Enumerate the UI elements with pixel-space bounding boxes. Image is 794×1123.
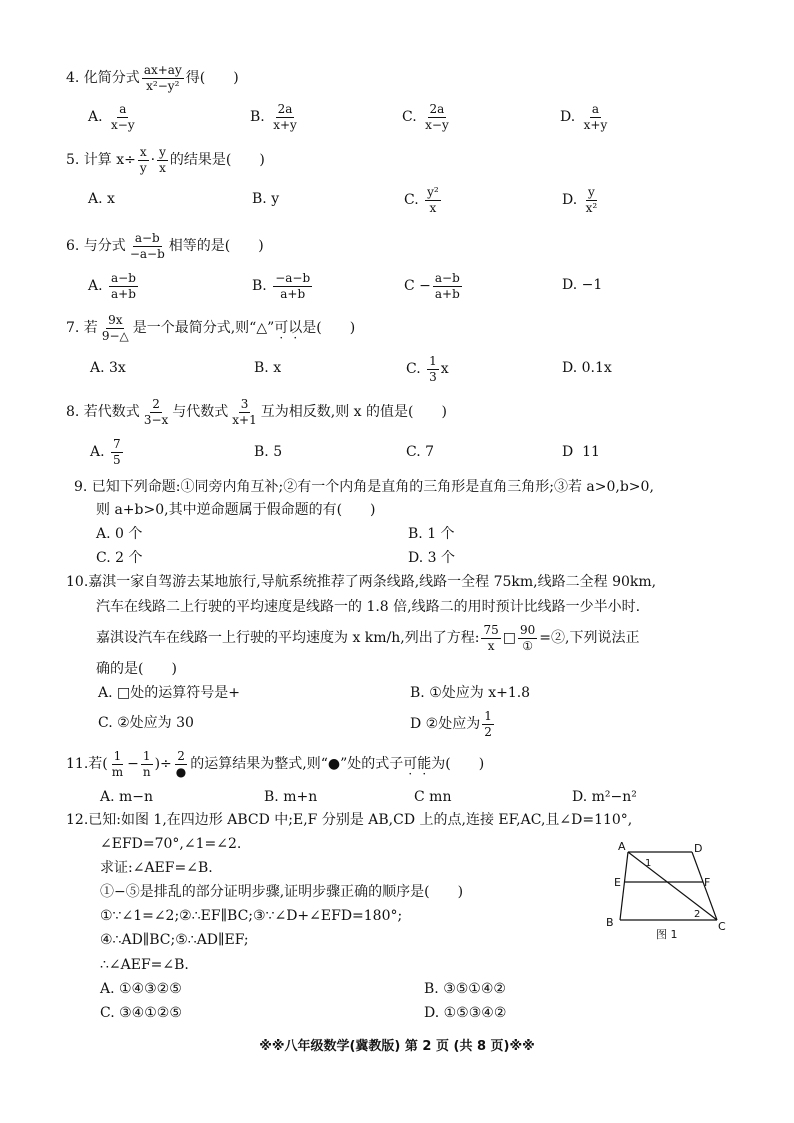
option-letter: B. bbox=[250, 109, 265, 126]
q10-eq-box: □ bbox=[502, 630, 516, 647]
q8-option-a bbox=[90, 438, 125, 466]
frac-den: x+y bbox=[583, 117, 608, 132]
vertex-label-d: D bbox=[694, 842, 703, 855]
frac-den: a+b bbox=[280, 286, 306, 301]
question-5-stem bbox=[66, 146, 265, 174]
option-fraction bbox=[582, 103, 610, 131]
option-letter: C. bbox=[406, 361, 421, 378]
q5-fraction-1 bbox=[138, 146, 149, 174]
frac-num: 1 bbox=[484, 709, 492, 723]
q10-option-c: C. ②处应为 30 bbox=[98, 715, 194, 731]
angle-label-2: 2 bbox=[694, 909, 701, 920]
q5-option-d bbox=[562, 186, 601, 214]
option-text: y bbox=[271, 191, 280, 207]
option-letter: D bbox=[562, 444, 574, 460]
frac-den: 9−△ bbox=[101, 328, 129, 343]
q9-line-2: 则 a+b>0,其中逆命题属于假命题的有( ) bbox=[96, 502, 376, 518]
frac-num: y bbox=[159, 145, 166, 159]
q7-option-d bbox=[562, 361, 612, 375]
option-letter: A. bbox=[90, 444, 105, 461]
question-8-stem bbox=[66, 398, 447, 426]
option-fraction bbox=[427, 355, 439, 383]
option-text: 5 bbox=[273, 444, 283, 460]
frac-num: −a−b bbox=[275, 271, 311, 285]
option-letter: C bbox=[404, 278, 415, 295]
option-text: −1 bbox=[581, 277, 603, 293]
q11-suffix: 的运算结果为整式,则“●”处的式子 bbox=[190, 756, 404, 773]
emphasis-char: 可 bbox=[403, 756, 418, 773]
frac-num: 7 bbox=[113, 437, 121, 451]
option-letter: D. bbox=[562, 360, 578, 376]
option-letter: D. bbox=[560, 109, 576, 126]
frac-num: a bbox=[591, 102, 600, 116]
frac-den: 5 bbox=[113, 452, 121, 467]
point-label-e: E bbox=[614, 876, 621, 889]
q4-option-c bbox=[402, 103, 453, 131]
q6-option-d bbox=[562, 278, 602, 292]
option-text: x bbox=[273, 360, 282, 376]
q10-option-d bbox=[410, 710, 496, 738]
q6-suffix: 相等的是( ) bbox=[168, 238, 264, 255]
option-text: 11 bbox=[582, 444, 600, 460]
frac-num: x bbox=[139, 145, 147, 159]
q4-expression bbox=[142, 64, 184, 92]
q8-fraction-1 bbox=[142, 398, 170, 426]
option-fraction bbox=[109, 272, 138, 300]
q8-fraction-2 bbox=[230, 398, 258, 426]
q6-prefix: 6. 与分式 bbox=[66, 238, 126, 255]
frac-num: y² bbox=[427, 185, 439, 199]
frac-num: a−b bbox=[111, 271, 136, 285]
q8-option-b bbox=[254, 445, 282, 459]
q12-line-7: ∴∠AEF=∠B. bbox=[100, 957, 189, 973]
q6-option-b bbox=[252, 272, 314, 300]
figure-1-quadrilateral bbox=[600, 840, 740, 945]
q4-expr-num: ax+ay bbox=[143, 63, 182, 77]
option-text: 0.1x bbox=[581, 360, 612, 376]
option-text: D ②处应为 bbox=[410, 716, 481, 733]
option-letter: C. bbox=[402, 109, 417, 126]
option-fraction bbox=[425, 186, 441, 214]
q10-line-3-text: 嘉淇设汽车在线路一上行驶的平均速度为 x km/h,列出了方程: bbox=[96, 630, 480, 647]
vertex-label-b: B bbox=[606, 916, 614, 929]
q6-expression bbox=[128, 232, 167, 260]
q7-option-b bbox=[254, 361, 281, 375]
frac-den: a+b bbox=[434, 286, 460, 301]
q12-line-6: ④∴AD∥BC;⑤∴AD∥EF; bbox=[100, 932, 249, 948]
emphasis-char: 以 bbox=[288, 320, 303, 337]
frac-den: m bbox=[111, 764, 124, 779]
frac-num: a−b bbox=[434, 271, 460, 285]
option-fraction bbox=[109, 103, 137, 131]
question-11-stem bbox=[66, 750, 484, 778]
vertex-label-a: A bbox=[618, 840, 626, 853]
question-6-stem bbox=[66, 232, 264, 260]
option-letter: B. bbox=[252, 191, 267, 207]
q12-option-b: B. ③⑤①④② bbox=[424, 981, 506, 997]
frac-den: x+1 bbox=[232, 412, 257, 427]
q8-middle: 与代数式 bbox=[172, 404, 229, 421]
frac-den: 2 bbox=[484, 724, 492, 739]
q7-expression bbox=[100, 314, 131, 342]
q9-line-1: 9. 已知下列命题:①同旁内角互补;②有一个内角是直角的三角形是直角三角形;③若 a>0,b>0, bbox=[74, 479, 654, 495]
q5-fraction-2 bbox=[157, 146, 168, 174]
q10-eq-fraction-1 bbox=[481, 624, 500, 652]
q7-suffix-end: 是( ) bbox=[302, 320, 356, 337]
q5-option-a bbox=[88, 192, 115, 206]
frac-num: a bbox=[119, 102, 127, 116]
frac-den: a+b bbox=[111, 286, 136, 301]
option-fraction bbox=[482, 710, 494, 738]
q6-option-c bbox=[404, 272, 464, 300]
option-letter: C. bbox=[404, 192, 419, 209]
question-4-stem bbox=[66, 64, 239, 92]
figure-caption: 图 1 bbox=[656, 928, 678, 941]
frac-num: 2a bbox=[277, 102, 293, 116]
q11-fraction-1 bbox=[110, 750, 125, 778]
q11-option-a: A. m−n bbox=[100, 789, 154, 805]
option-text: 7 bbox=[425, 444, 435, 460]
frac-num: 2a bbox=[429, 102, 445, 116]
frac-num: 75 bbox=[483, 623, 499, 637]
q5-option-c bbox=[404, 186, 443, 214]
q7-suffix: 是一个最简分式,则“△” bbox=[132, 320, 275, 337]
q4-prefix: 4. 化简分式 bbox=[66, 70, 140, 87]
frac-den: x−y bbox=[111, 117, 135, 132]
q10-line-4: 确的是( ) bbox=[96, 661, 177, 677]
segment-ab bbox=[620, 852, 628, 920]
q8-option-d bbox=[562, 445, 600, 459]
option-letter: D. bbox=[562, 192, 578, 209]
frac-den: n bbox=[142, 764, 151, 779]
q10-option-b: B. ①处应为 x+1.8 bbox=[410, 685, 531, 701]
q8-suffix: 互为相反数,则 x 的值是( ) bbox=[260, 404, 447, 421]
q6-option-a bbox=[88, 272, 140, 300]
q4-option-b bbox=[250, 103, 301, 131]
q4-expr-den: x²−y² bbox=[146, 78, 180, 93]
point-label-f: F bbox=[704, 876, 711, 889]
frac-num: 1 bbox=[142, 749, 151, 763]
option-text: x bbox=[107, 191, 115, 207]
q10-line-3 bbox=[96, 624, 639, 652]
q8-option-c bbox=[406, 445, 434, 459]
q7-option-a bbox=[90, 361, 126, 375]
q5-prefix: 5. 计算 x÷ bbox=[66, 152, 136, 169]
frac-den: −a−b bbox=[129, 246, 165, 261]
option-letter: D. bbox=[562, 277, 578, 293]
q4-option-d bbox=[560, 103, 611, 131]
q11-minus: − bbox=[127, 756, 139, 773]
q11-prefix: 11.若( bbox=[66, 756, 108, 773]
q11-fraction-2 bbox=[141, 750, 153, 778]
q11-divide: )÷ bbox=[154, 756, 172, 773]
frac-num: 90 bbox=[519, 623, 536, 637]
q11-suffix-end: 为( ) bbox=[431, 756, 485, 773]
option-fraction bbox=[423, 103, 451, 131]
q12-line-2: ∠EFD=70°,∠1=∠2. bbox=[100, 836, 242, 852]
q12-option-a: A. ①④③②⑤ bbox=[100, 981, 182, 997]
frac-den: x² bbox=[585, 200, 598, 215]
frac-num: 1 bbox=[429, 354, 437, 368]
option-letter: A. bbox=[88, 109, 103, 126]
frac-den: 3 bbox=[429, 369, 437, 384]
frac-num: 9x bbox=[108, 313, 123, 327]
q12-option-d: D. ①⑤③④② bbox=[424, 1005, 507, 1021]
q11-option-c: C mn bbox=[414, 789, 452, 805]
q9-option-a: A. 0 个 bbox=[96, 526, 143, 542]
frac-num: a−b bbox=[134, 231, 160, 245]
q12-line-3: 求证:∠AEF=∠B. bbox=[100, 860, 213, 876]
q7-prefix: 7. 若 bbox=[66, 320, 98, 337]
q10-line-2: 汽车在线路二上行驶的平均速度是线路一的 1.8 倍,线路二的用时预计比线路一少半小时. bbox=[96, 599, 641, 615]
frac-den: x+y bbox=[273, 117, 297, 132]
frac-den: x−y bbox=[425, 117, 449, 132]
q10-option-a: A. □处的运算符号是+ bbox=[98, 685, 240, 701]
q11-fraction-3 bbox=[174, 750, 188, 778]
option-fraction bbox=[273, 272, 312, 300]
option-fraction bbox=[433, 272, 462, 300]
frac-num: 3 bbox=[240, 397, 249, 411]
option-fraction bbox=[584, 186, 600, 214]
option-letter: C. bbox=[406, 444, 421, 460]
frac-num: 2 bbox=[152, 397, 160, 411]
frac-den: x bbox=[159, 160, 166, 175]
q5-dot: · bbox=[150, 152, 156, 169]
option-letter: A. bbox=[88, 191, 103, 207]
option-fraction bbox=[271, 103, 299, 131]
emphasis-char: 能 bbox=[417, 756, 432, 773]
page-footer: ※※八年级数学(冀教版) 第 2 页 (共 8 页)※※ bbox=[259, 1039, 535, 1054]
frac-den: ● bbox=[175, 764, 187, 779]
q9-option-d: D. 3 个 bbox=[408, 550, 455, 566]
q12-line-5: ①∵∠1=∠2;②∴EF∥BC;③∵∠D+∠EFD=180°; bbox=[100, 908, 403, 924]
q5-option-b bbox=[252, 192, 279, 206]
option-letter: B. bbox=[254, 444, 269, 460]
option-letter: A. bbox=[88, 278, 103, 295]
option-text: x bbox=[440, 361, 449, 378]
q4-suffix: 得( ) bbox=[185, 70, 239, 87]
frac-den: y bbox=[139, 160, 147, 175]
emphasis-char: 可 bbox=[274, 320, 289, 337]
q10-eq-rhs: =②,下列说法正 bbox=[539, 630, 640, 647]
q5-suffix: 的结果是( ) bbox=[169, 152, 265, 169]
frac-num: y bbox=[588, 185, 595, 199]
option-text: 3x bbox=[109, 360, 126, 376]
q9-option-b: B. 1 个 bbox=[408, 526, 455, 542]
option-letter: A. bbox=[90, 360, 105, 376]
q8-prefix: 8. 若代数式 bbox=[66, 404, 140, 421]
frac-num: 1 bbox=[113, 749, 122, 763]
option-letter: B. bbox=[252, 278, 267, 295]
question-7-stem bbox=[66, 314, 355, 342]
q7-option-c bbox=[406, 355, 449, 383]
q11-option-b: B. m+n bbox=[264, 789, 318, 805]
q9-option-c: C. 2 个 bbox=[96, 550, 143, 566]
q12-line-1: 12.已知:如图 1,在四边形 ABCD 中;E,F 分别是 AB,CD 上的点,连接 EF,AC,且∠D=110°, bbox=[66, 812, 633, 828]
frac-den: x bbox=[487, 638, 495, 653]
frac-num: 2 bbox=[177, 749, 185, 763]
frac-den: x bbox=[429, 200, 437, 215]
frac-den: 3−x bbox=[143, 412, 169, 427]
q4-option-a bbox=[88, 103, 139, 131]
option-letter: B. bbox=[254, 360, 269, 376]
q12-line-4: ①−⑤是排乱的部分证明步骤,证明步骤正确的顺序是( ) bbox=[100, 884, 464, 900]
angle-label-1: 1 bbox=[645, 858, 652, 869]
q10-line-1: 10.嘉淇一家自驾游去某地旅行,导航系统推荐了两条线路,线路一全程 75km,线路二全程 90km, bbox=[66, 574, 657, 590]
option-fraction bbox=[111, 438, 123, 466]
frac-den: ① bbox=[522, 638, 533, 653]
q12-option-c: C. ③④①②⑤ bbox=[100, 1005, 182, 1021]
q11-option-d: D. m²−n² bbox=[572, 789, 637, 805]
option-sign: − bbox=[419, 278, 431, 295]
q10-eq-fraction-2 bbox=[518, 624, 537, 652]
vertex-label-c: C bbox=[718, 920, 726, 933]
